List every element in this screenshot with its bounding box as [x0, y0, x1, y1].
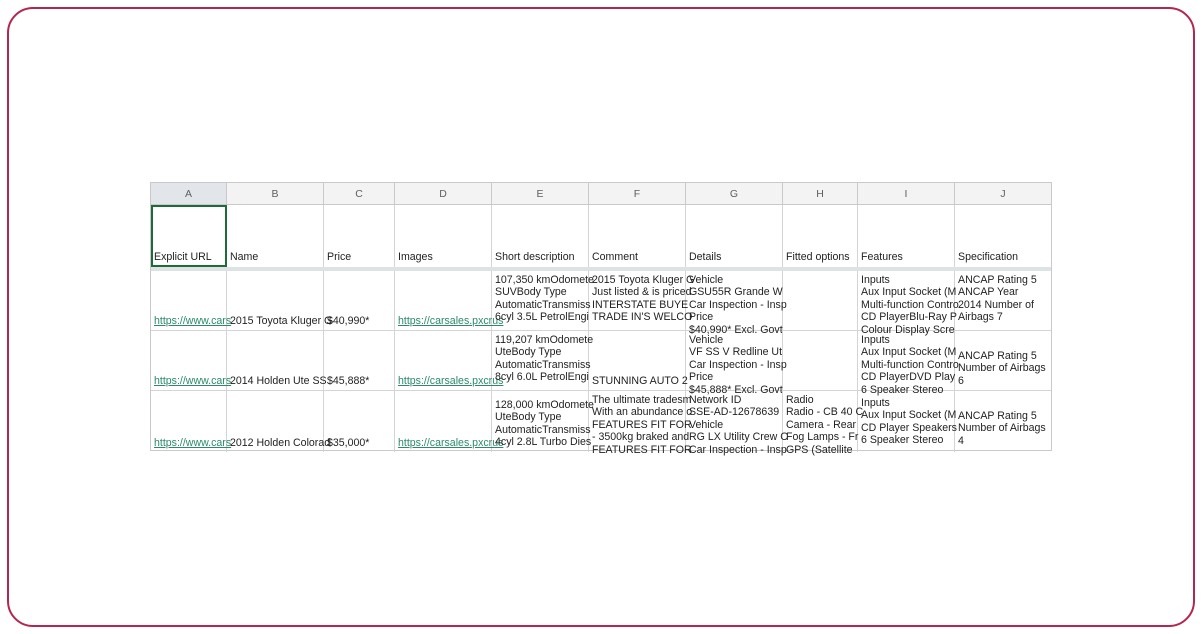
header-cell-images[interactable]: [395, 205, 492, 267]
url-link[interactable]: https://www.cars: [154, 436, 232, 449]
comment-text: STUNNING AUTO 2: [592, 374, 688, 387]
header-label: Price: [327, 250, 352, 263]
fitted-options-cell[interactable]: [783, 391, 864, 456]
header-cell-details[interactable]: [686, 205, 783, 267]
short-description-line: 8cyl 6.0L PetrolEngi: [495, 371, 589, 384]
price-text: $40,990*: [327, 314, 370, 327]
features-line: CD PlayerDVD Play: [861, 371, 956, 384]
images-link[interactable]: https://carsales.pxcrus: [398, 314, 504, 327]
column-header-g[interactable]: G: [686, 183, 783, 204]
specification-line: Airbags 7: [958, 311, 1003, 324]
column-header-e[interactable]: E: [492, 183, 589, 204]
price-cell[interactable]: [324, 391, 395, 452]
features-line: Aux Input Socket (M: [861, 409, 957, 422]
specification-line: 4: [958, 434, 964, 447]
column-header-i[interactable]: I: [858, 183, 955, 204]
name-cell[interactable]: [227, 331, 327, 390]
fitted-options-cell[interactable]: [783, 271, 858, 330]
specification-cell[interactable]: [955, 391, 1052, 452]
short-description-line: AutomaticTransmiss: [495, 358, 591, 371]
short-description-line: 6cyl 3.5L PetrolEngi: [495, 311, 589, 324]
name-cell[interactable]: [227, 271, 333, 330]
price-cell[interactable]: [324, 331, 395, 390]
short-description-line: 119,207 kmOdomete: [495, 334, 594, 346]
header-label: Short description: [495, 250, 575, 263]
images-cell[interactable]: [395, 331, 504, 390]
comment-line: 2015 Toyota Kluger G: [592, 274, 695, 286]
short-description-line: 128,000 kmOdomete: [495, 399, 594, 411]
short-description-line: AutomaticTransmiss: [495, 423, 591, 436]
header-label: Fitted options: [786, 250, 850, 263]
header-cell-comment[interactable]: [589, 205, 686, 267]
header-cell-fitted-options[interactable]: [783, 205, 858, 267]
features-line: Aux Input Socket (M: [861, 346, 957, 359]
comment-line: FEATURES FIT FOR: [592, 443, 692, 456]
features-cell[interactable]: [858, 271, 959, 336]
url-cell[interactable]: [151, 391, 232, 452]
features-line: Colour Display Scre: [861, 323, 955, 336]
specification-cell[interactable]: [955, 271, 1052, 330]
details-cell[interactable]: [686, 271, 787, 336]
comment-line: FEATURES FIT FOR: [592, 418, 692, 431]
name-cell[interactable]: [227, 391, 331, 452]
images-link[interactable]: https://carsales.pxcrus: [398, 374, 504, 387]
comment-line: With an abundance o: [592, 406, 693, 419]
features-cell[interactable]: [858, 391, 955, 452]
comment-line: TRADE IN'S WELCO: [592, 311, 693, 324]
url-cell[interactable]: [151, 331, 232, 390]
column-header-b[interactable]: B: [227, 183, 324, 204]
header-label: Details: [689, 250, 722, 263]
header-cell-short-description[interactable]: [492, 205, 589, 267]
details-line: Vehicle: [689, 334, 724, 346]
details-line: Price: [689, 311, 714, 324]
details-line: $45,888* Excl. Govt: [689, 383, 783, 396]
features-line: 6 Speaker Stereo: [861, 383, 944, 396]
column-header-c[interactable]: C: [324, 183, 395, 204]
details-line: VF SS V Redline Ut: [689, 346, 783, 359]
details-line: Vehicle: [689, 418, 724, 431]
comment-line: INTERSTATE BUYE: [592, 298, 689, 311]
column-header-a[interactable]: A: [151, 183, 227, 204]
images-cell[interactable]: [395, 391, 504, 452]
comment-cell[interactable]: [589, 331, 686, 390]
fitted-options-line: Radio: [786, 394, 814, 406]
url-cell[interactable]: [151, 271, 232, 330]
price-text: $45,888*: [327, 374, 370, 387]
short-description-line: AutomaticTransmiss: [495, 298, 591, 311]
details-line: $40,990* Excl. Govt: [689, 323, 783, 336]
url-link[interactable]: https://www.cars: [154, 374, 232, 387]
short-description-cell[interactable]: [492, 331, 594, 390]
column-header-f[interactable]: F: [589, 183, 686, 204]
comment-line: The ultimate tradesm: [592, 394, 692, 406]
features-line: 6 Speaker Stereo: [861, 434, 944, 447]
column-header-d[interactable]: D: [395, 183, 492, 204]
comment-cell[interactable]: [589, 391, 693, 456]
details-line: Car Inspection - Insp: [689, 358, 787, 371]
details-line: Vehicle: [689, 274, 724, 286]
header-cell-name[interactable]: [227, 205, 324, 267]
short-description-line: SUVBody Type: [495, 286, 567, 299]
specification-cell[interactable]: [955, 331, 1052, 390]
specification-line: Number of Airbags: [958, 362, 1046, 375]
fitted-options-line: Fog Lamps - Fr: [786, 431, 859, 444]
specification-line: ANCAP Rating 5: [958, 350, 1037, 362]
header-cell-explicit-url[interactable]: [151, 205, 227, 267]
features-line: Inputs: [861, 334, 890, 346]
specification-line: ANCAP Rating 5: [958, 410, 1037, 422]
features-cell[interactable]: [858, 331, 959, 396]
header-label: Features: [861, 250, 903, 263]
features-line: Aux Input Socket (M: [861, 286, 957, 299]
short-description-line: UteBody Type: [495, 346, 562, 359]
short-description-line: UteBody Type: [495, 411, 562, 424]
header-label: Comment: [592, 250, 638, 263]
details-cell[interactable]: [686, 331, 787, 396]
header-cell-features[interactable]: [858, 205, 955, 267]
images-link[interactable]: https://carsales.pxcrus: [398, 436, 504, 449]
features-line: Inputs: [861, 274, 890, 286]
short-description-line: 107,350 kmOdomete: [495, 274, 594, 286]
spreadsheet-grid[interactable]: [150, 182, 1052, 456]
specification-line: 6: [958, 374, 964, 387]
specification-line: 2014 Number of: [958, 298, 1034, 311]
features-line: Inputs: [861, 397, 890, 409]
features-line: Multi-function Contro: [861, 298, 959, 311]
details-line: GSU55R Grande W: [689, 286, 783, 299]
details-line: Car Inspection - Insp: [689, 443, 787, 456]
column-header-j[interactable]: J: [955, 183, 1052, 204]
details-line: Network ID: [689, 394, 742, 406]
column-letter-header: [151, 183, 1051, 205]
features-line: Multi-function Contro: [861, 358, 959, 371]
url-link[interactable]: https://www.cars: [154, 314, 232, 327]
price-text: $35,000*: [327, 436, 370, 449]
fitted-options-cell[interactable]: [783, 331, 858, 390]
header-cell-price[interactable]: [324, 205, 395, 267]
images-cell[interactable]: [395, 271, 504, 330]
comment-line: Just listed & is priced: [592, 286, 692, 299]
header-cell-specification[interactable]: [955, 205, 1052, 267]
price-cell[interactable]: [324, 271, 395, 330]
details-line: SSE-AD-12678639: [689, 406, 780, 419]
table-row: [151, 391, 1051, 456]
specification-line: ANCAP Year: [958, 286, 1019, 299]
details-line: Car Inspection - Insp: [689, 298, 787, 311]
comment-line: - 3500kg braked and: [592, 431, 690, 444]
features-line: CD PlayerBlu-Ray P: [861, 311, 957, 324]
table-row: [151, 271, 1051, 336]
short-description-line: 4cyl 2.8L Turbo Dies: [495, 436, 592, 449]
header-label: Name: [230, 250, 259, 263]
header-label: Explicit URL: [154, 250, 212, 263]
table-row: [151, 331, 1051, 396]
comment-cell[interactable]: [589, 271, 695, 330]
field-header-row: [151, 205, 1051, 267]
header-label: Specification: [958, 250, 1019, 263]
fitted-options-line: GPS (Satellite: [786, 443, 853, 456]
name-text: 2014 Holden Ute SS: [230, 374, 327, 387]
specification-line: ANCAP Rating 5: [958, 274, 1037, 286]
fitted-options-line: Camera - Rear: [786, 418, 857, 431]
header-label: Images: [398, 250, 433, 263]
column-header-h[interactable]: H: [783, 183, 858, 204]
details-cell[interactable]: [686, 391, 788, 456]
name-text: 2012 Holden Colorad: [230, 436, 331, 449]
short-description-cell[interactable]: [492, 271, 594, 330]
specification-line: Number of Airbags: [958, 422, 1046, 435]
name-text: 2015 Toyota Kluger G: [230, 314, 333, 327]
details-line: RG LX Utility Crew C: [689, 431, 788, 444]
details-line: Price: [689, 371, 714, 384]
features-line: CD Player Speakers: [861, 421, 957, 434]
fitted-options-line: Radio - CB 40 C: [786, 406, 864, 419]
short-description-cell[interactable]: [492, 391, 594, 452]
